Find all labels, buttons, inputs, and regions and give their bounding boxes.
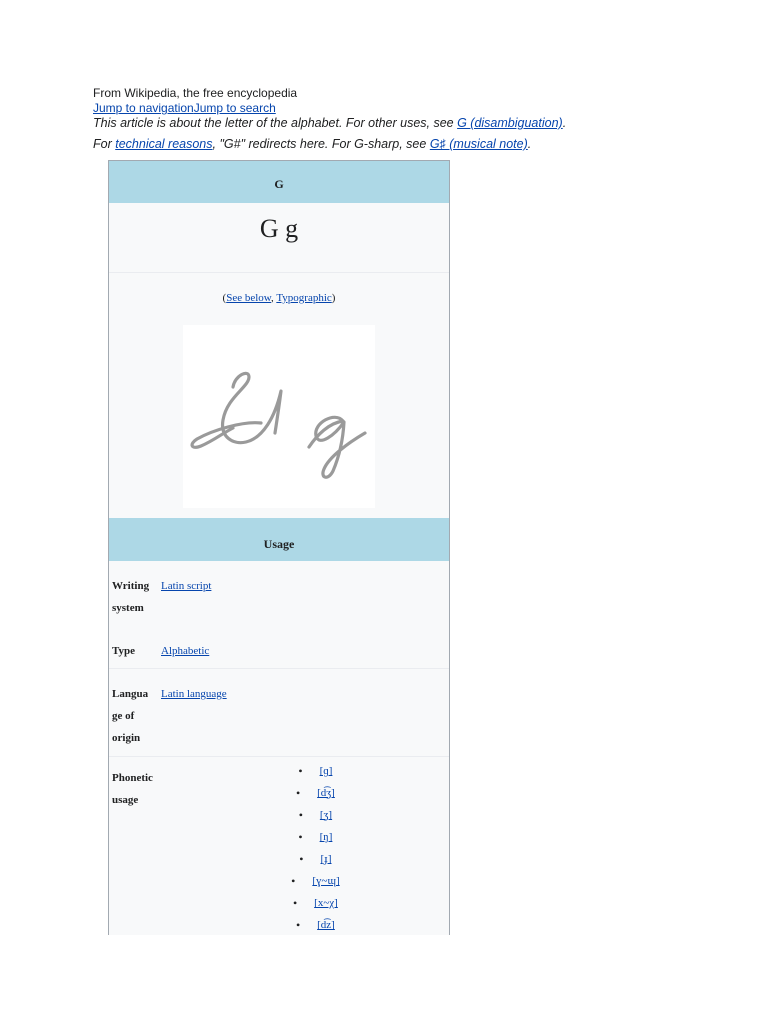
infobox-row-language-of-origin bbox=[109, 669, 449, 756]
phonetic-link[interactable]: • [ŋ] bbox=[320, 826, 333, 848]
hatnote-redirect bbox=[93, 137, 713, 152]
latin-language-link[interactable]: Latin language bbox=[161, 688, 227, 700]
article-header bbox=[93, 86, 713, 152]
phonetic-link[interactable]: • [ɟ] bbox=[321, 848, 332, 870]
jump-to-navigation-link[interactable]: Jump to navigation bbox=[93, 101, 194, 115]
list-item bbox=[207, 870, 445, 892]
row-label-cell bbox=[109, 626, 157, 668]
usage-section-header: Usage bbox=[109, 518, 449, 561]
list-item bbox=[207, 914, 445, 935]
site-tagline: From Wikipedia, the free encyclopedia bbox=[93, 86, 298, 100]
see-below-link[interactable]: See below bbox=[226, 292, 272, 304]
alphabetic-link[interactable]: Alphabetic bbox=[161, 645, 210, 657]
jump-to-search-link[interactable]: Jump to search bbox=[193, 101, 276, 115]
hatnote-about bbox=[93, 116, 713, 131]
technical-reasons-link[interactable]: technical reasons bbox=[115, 137, 213, 151]
list-item bbox=[207, 848, 445, 870]
phonetic-link[interactable]: • [d͡ʒ] bbox=[317, 782, 335, 804]
hatnote-text-end: . bbox=[527, 137, 532, 151]
list-item bbox=[207, 892, 445, 914]
row-label-cell bbox=[109, 561, 157, 626]
row-value-cell bbox=[157, 626, 449, 668]
phonetic-link[interactable]: • [ʒ] bbox=[320, 804, 332, 826]
cursive-g-drawing bbox=[183, 325, 375, 508]
caption-text: , bbox=[271, 292, 277, 304]
latin-script-link[interactable]: Latin script bbox=[161, 580, 212, 592]
infobox bbox=[108, 160, 450, 935]
row-label: Writing system bbox=[112, 580, 150, 614]
infobox-row-type bbox=[109, 626, 449, 669]
jump-links bbox=[93, 101, 713, 116]
disambiguation-link[interactable]: G (disambiguation) bbox=[457, 116, 563, 130]
phonetic-link[interactable]: • [ɣ~ɰ] bbox=[312, 870, 339, 892]
row-value-cell bbox=[157, 561, 449, 626]
row-label: Type bbox=[112, 645, 136, 657]
hatnote-text: , "G#" redirects here. For G-sharp, see bbox=[212, 137, 430, 151]
g-sharp-musical-note-link[interactable]: G♯ (musical note) bbox=[429, 137, 528, 151]
hatnote-text-end: . bbox=[562, 116, 567, 130]
hatnote-text: This article is about the letter of the alphabet. For other uses, see bbox=[93, 116, 458, 130]
caption-text: ) bbox=[331, 292, 336, 304]
phonetic-link[interactable]: • [ɡ] bbox=[320, 760, 333, 782]
list-item bbox=[207, 826, 445, 848]
capital-g-stroke bbox=[223, 373, 281, 442]
phonetic-link[interactable]: • [d͡z] bbox=[317, 914, 335, 935]
infobox-title: G bbox=[109, 161, 449, 203]
row-value-cell bbox=[157, 669, 449, 756]
infobox-image-row bbox=[109, 273, 449, 518]
row-label-cell bbox=[109, 757, 157, 935]
image-caption bbox=[109, 290, 449, 306]
list-item bbox=[207, 760, 445, 782]
small-g-stroke bbox=[309, 417, 365, 477]
row-label-cell bbox=[109, 669, 157, 756]
infobox-row-writing-system bbox=[109, 561, 449, 626]
row-label: Phonetic usage bbox=[112, 772, 153, 806]
infobox-row-phonetic-usage bbox=[109, 756, 449, 935]
row-value-cell bbox=[157, 757, 449, 935]
typographic-link[interactable]: Typographic bbox=[276, 292, 332, 304]
hatnote-text: For bbox=[93, 137, 116, 151]
caption-text: ( bbox=[222, 292, 227, 304]
list-item bbox=[207, 804, 445, 826]
cursive-g-image[interactable] bbox=[183, 325, 375, 508]
row-label: Language of origin bbox=[112, 688, 149, 744]
phonetic-usage-list bbox=[161, 760, 445, 935]
list-item bbox=[207, 782, 445, 804]
infobox-container bbox=[108, 160, 450, 935]
letter-glyphs: G g bbox=[109, 203, 449, 273]
phonetic-link[interactable]: • [x~χ] bbox=[314, 892, 338, 914]
